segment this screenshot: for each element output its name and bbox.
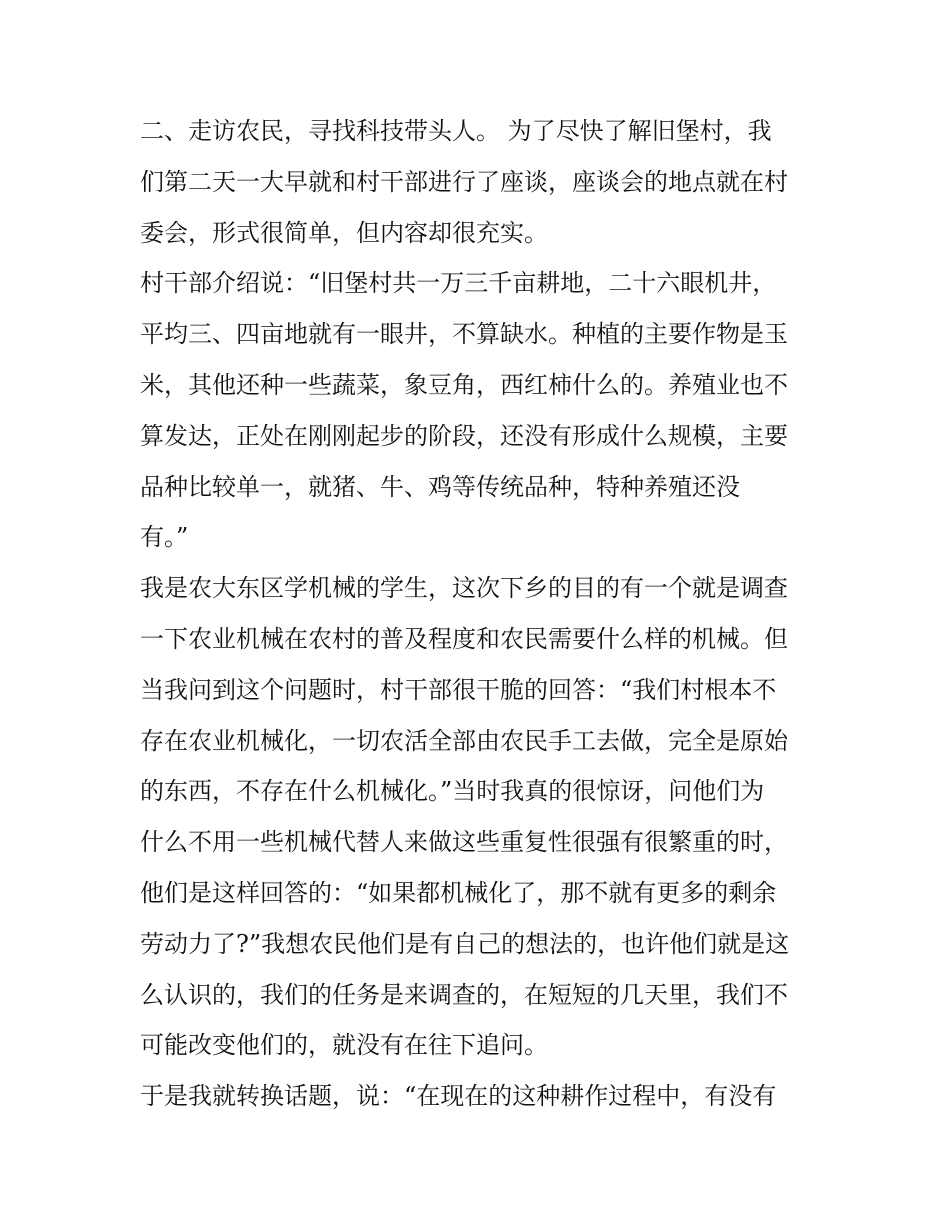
- text-line: 的东西，不存在什么机械化。”当时我真的很惊讶，问他们为: [140, 777, 765, 806]
- text-line: 可能改变他们的，就没有在往下追问。: [140, 1031, 548, 1060]
- text-line: 算发达，正处在刚刚起步的阶段，还没有形成什么规模，主要: [140, 421, 788, 450]
- text-line: 一下农业机械在农村的普及程度和农民需要什么样的机械。但: [140, 624, 788, 653]
- text-line: 他们是这样回答的：“如果都机械化了，那不就有更多的剩余: [140, 878, 777, 907]
- text-line: 有。”: [140, 523, 189, 552]
- text-line: 劳动力了?”我想农民他们是有自己的想法的，也许他们就是这: [140, 929, 790, 958]
- text-line: 存在农业机械化，一切农活全部由农民手工去做，完全是原始: [140, 726, 788, 755]
- body-text: [140, 106, 820, 1122]
- text-line: 村干部介绍说：“旧堡村共一万三千亩耕地，二十六眼机井，: [140, 269, 777, 298]
- text-line: 什么不用一些机械代替人来做这些重复性很强有很繁重的时，: [140, 828, 788, 857]
- text-line: 二、走访农民，寻找科技带头人。 为了尽快了解旧堡村，我: [140, 117, 772, 145]
- text-line: 于是我就转换话题，说：“在现在的这种耕作过程中，有没有: [140, 1082, 777, 1111]
- text-line: 米，其他还种一些蔬菜，象豆角，西红柿什么的。养殖业也不: [140, 370, 788, 399]
- text-line: 当我问到这个问题时，村干部很干脆的回答：“我们村根本不: [140, 675, 777, 704]
- text-line: 平均三、四亩地就有一眼井，不算缺水。种植的主要作物是玉: [140, 320, 788, 349]
- text-line: 我是农大东区学机械的学生，这次下乡的目的有一个就是调查: [140, 574, 788, 603]
- text-line: 委会，形式很简单，但内容却很充实。: [140, 218, 548, 247]
- text-line: 么认识的，我们的任务是来调查的，在短短的几天里，我们不: [140, 980, 788, 1009]
- text-line: 品种比较单一，就猪、牛、鸡等传统品种，特种养殖还没: [140, 472, 740, 501]
- text-line: 们第二天一大早就和村干部进行了座谈，座谈会的地点就在村: [140, 167, 788, 196]
